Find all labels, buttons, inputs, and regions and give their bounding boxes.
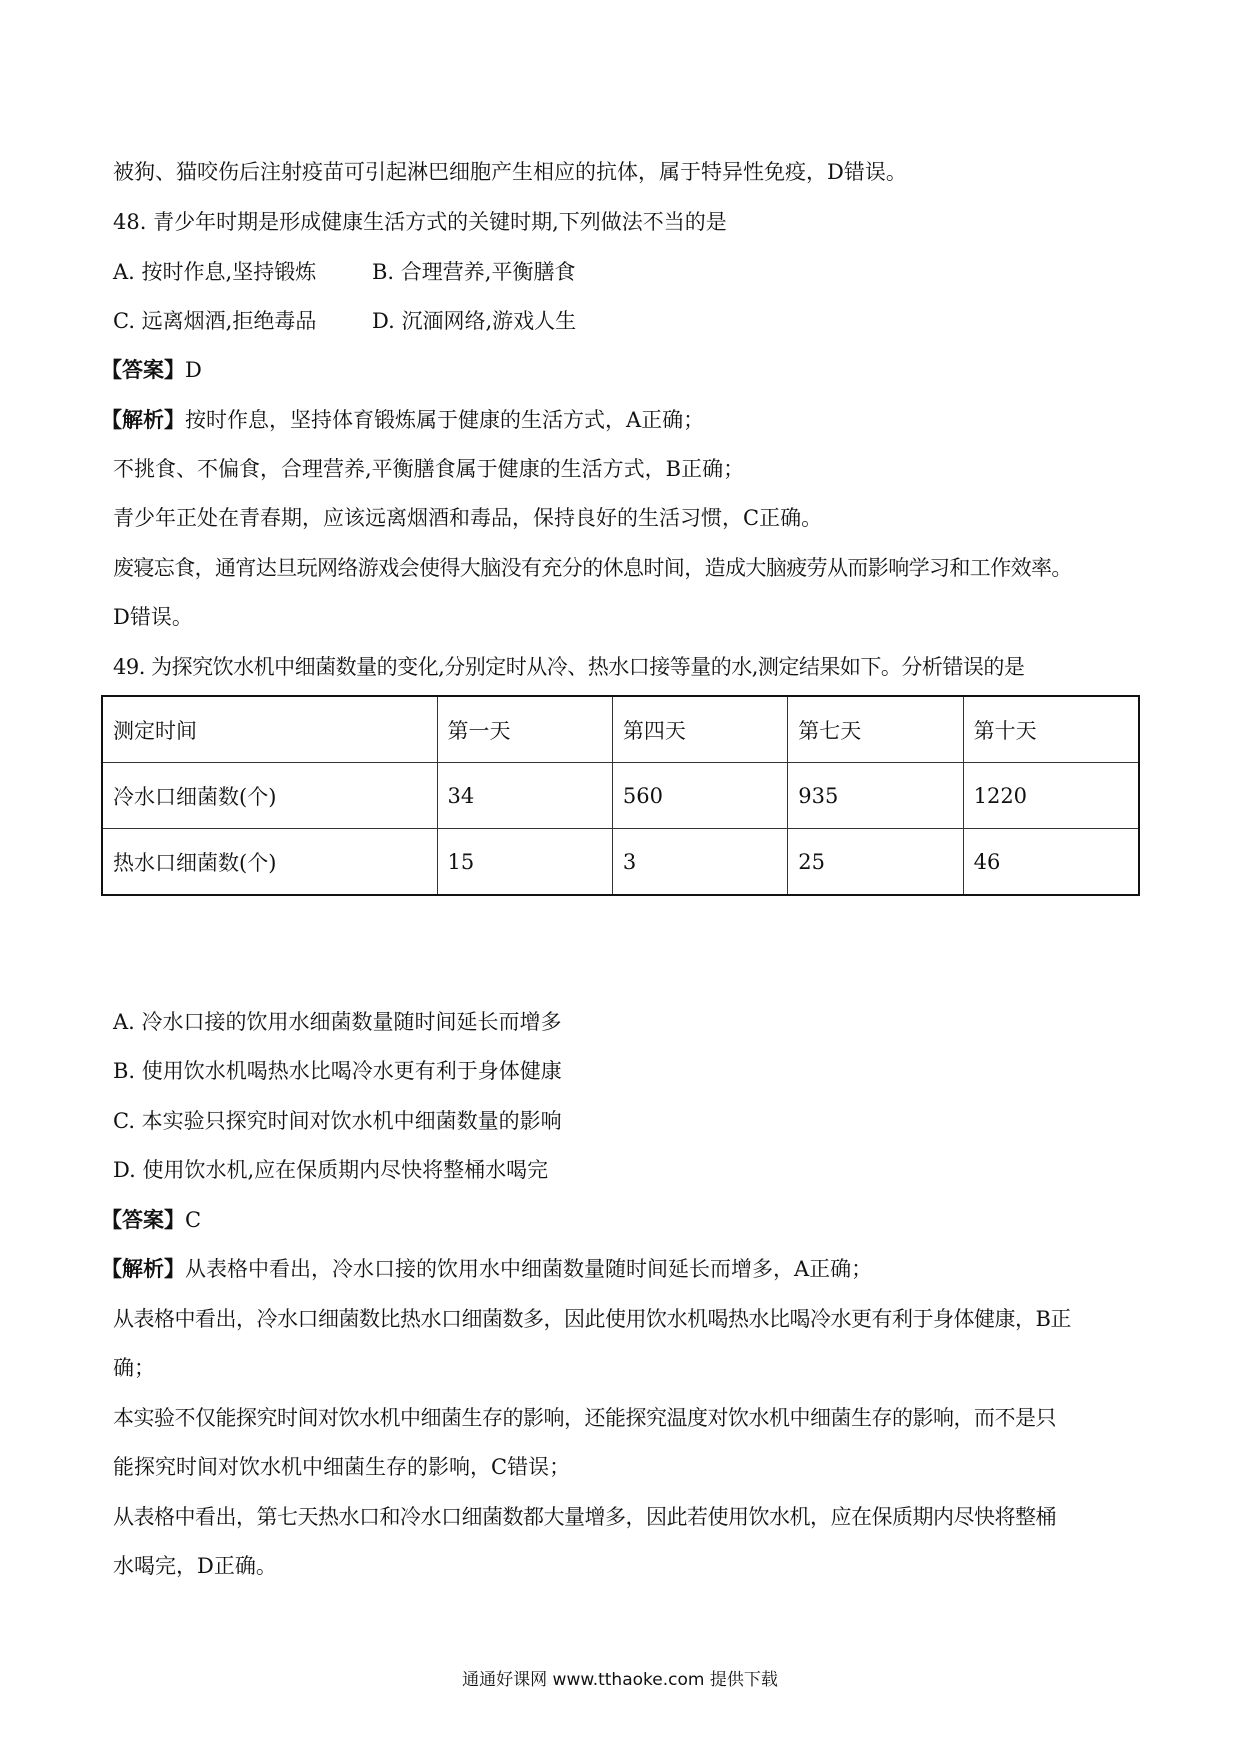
table-cell: 34	[437, 763, 612, 829]
explanation-label: 【解析】	[101, 407, 185, 432]
table-cell: 1220	[963, 763, 1139, 829]
explanation-text: 从表格中看出，冷水口接的饮用水中细菌数量随时间延长而增多，A正确；	[185, 1257, 873, 1281]
explanation-49-line: 水喝完，D正确。	[113, 1554, 277, 1578]
answer-49	[101, 1206, 201, 1234]
table-header-cell: 第一天	[437, 696, 612, 763]
page-footer: 通通好课网 www.tthaoke.com 提供下载	[462, 1670, 778, 1690]
explanation-48-line: 青少年正处在青春期，应该远离烟酒和毒品，保持良好的生活习惯，C正确。	[113, 506, 823, 530]
table-cell: 25	[788, 829, 963, 896]
explanation-49-line: 从表格中看出，第七天热水口和冷水口细菌数都大量增多，因此若使用饮水机，应在保质期内尽快将整桶	[113, 1505, 1056, 1529]
explanation-49-line: 能探究时间对饮水机中细菌生存的影响，C错误；	[113, 1455, 571, 1479]
question-49-stem: 49. 为探究饮水机中细菌数量的变化,分别定时从冷、热水口接等量的水,测定结果如下。分析错误的是	[113, 655, 1025, 679]
answer-label: 【答案】	[101, 1207, 185, 1232]
table-row	[102, 763, 1139, 829]
bacteria-count-table	[101, 695, 1140, 896]
explanation-49-line: 确；	[113, 1356, 155, 1380]
explanation-48-line	[101, 406, 704, 434]
option-49-b: B. 使用饮水机喝热水比喝冷水更有利于身体健康	[113, 1059, 562, 1083]
explanation-label: 【解析】	[101, 1256, 185, 1281]
table-header-cell: 第四天	[612, 696, 787, 763]
explanation-48-line: 废寝忘食，通宵达旦玩网络游戏会使得大脑没有充分的休息时间，造成大脑疲劳从而影响学习和工作效率。	[113, 556, 1072, 580]
table-header-cell: 第十天	[963, 696, 1139, 763]
table-cell: 46	[963, 829, 1139, 896]
explanation-48-line: D错误。	[113, 605, 193, 629]
explanation-48-line: 不挑食、不偏食，合理营养,平衡膳食属于健康的生活方式，B正确；	[113, 457, 745, 481]
table-cell: 冷水口细菌数(个)	[102, 763, 437, 829]
text-line: 被狗、猫咬伤后注射疫苗可引起淋巴细胞产生相应的抗体，属于特异性免疫，D错误。	[113, 160, 907, 184]
table-header-cell: 测定时间	[102, 696, 437, 763]
table-cell: 935	[788, 763, 963, 829]
table-row	[102, 829, 1139, 896]
explanation-text: 按时作息，坚持体育锻炼属于健康的生活方式，A正确；	[185, 408, 705, 432]
question-48-stem: 48. 青少年时期是形成健康生活方式的关键时期,下列做法不当的是	[113, 210, 727, 234]
table-cell: 15	[437, 829, 612, 896]
option-48-b: B. 合理营养,平衡膳食	[372, 260, 576, 284]
option-48-a: A. 按时作息,坚持锻炼	[113, 260, 317, 284]
explanation-49-line: 从表格中看出，冷水口细菌数比热水口细菌数多，因此使用饮水机喝热水比喝冷水更有利于身体健康，B正	[113, 1307, 1071, 1331]
explanation-49-line: 本实验不仅能探究时间对饮水机中细菌生存的影响，还能探究温度对饮水机中细菌生存的影响，而不是只	[113, 1406, 1056, 1430]
table-cell: 热水口细菌数(个)	[102, 829, 437, 896]
explanation-49-line	[101, 1255, 872, 1283]
option-49-a: A. 冷水口接的饮用水细菌数量随时间延长而增多	[113, 1010, 562, 1034]
option-49-c: C. 本实验只探究时间对饮水机中细菌数量的影响	[113, 1109, 562, 1133]
answer-label: 【答案】	[101, 357, 185, 382]
answer-value: C	[185, 1208, 202, 1232]
answer-48	[101, 356, 202, 384]
table-cell: 560	[612, 763, 787, 829]
table-header-row	[102, 696, 1139, 763]
table-header-cell: 第七天	[788, 696, 963, 763]
answer-value: D	[185, 358, 202, 382]
option-48-c: C. 远离烟酒,拒绝毒品	[113, 309, 317, 333]
option-48-d: D. 沉湎网络,游戏人生	[372, 309, 577, 333]
option-49-d: D. 使用饮水机,应在保质期内尽快将整桶水喝完	[113, 1158, 549, 1182]
table-cell: 3	[612, 829, 787, 896]
